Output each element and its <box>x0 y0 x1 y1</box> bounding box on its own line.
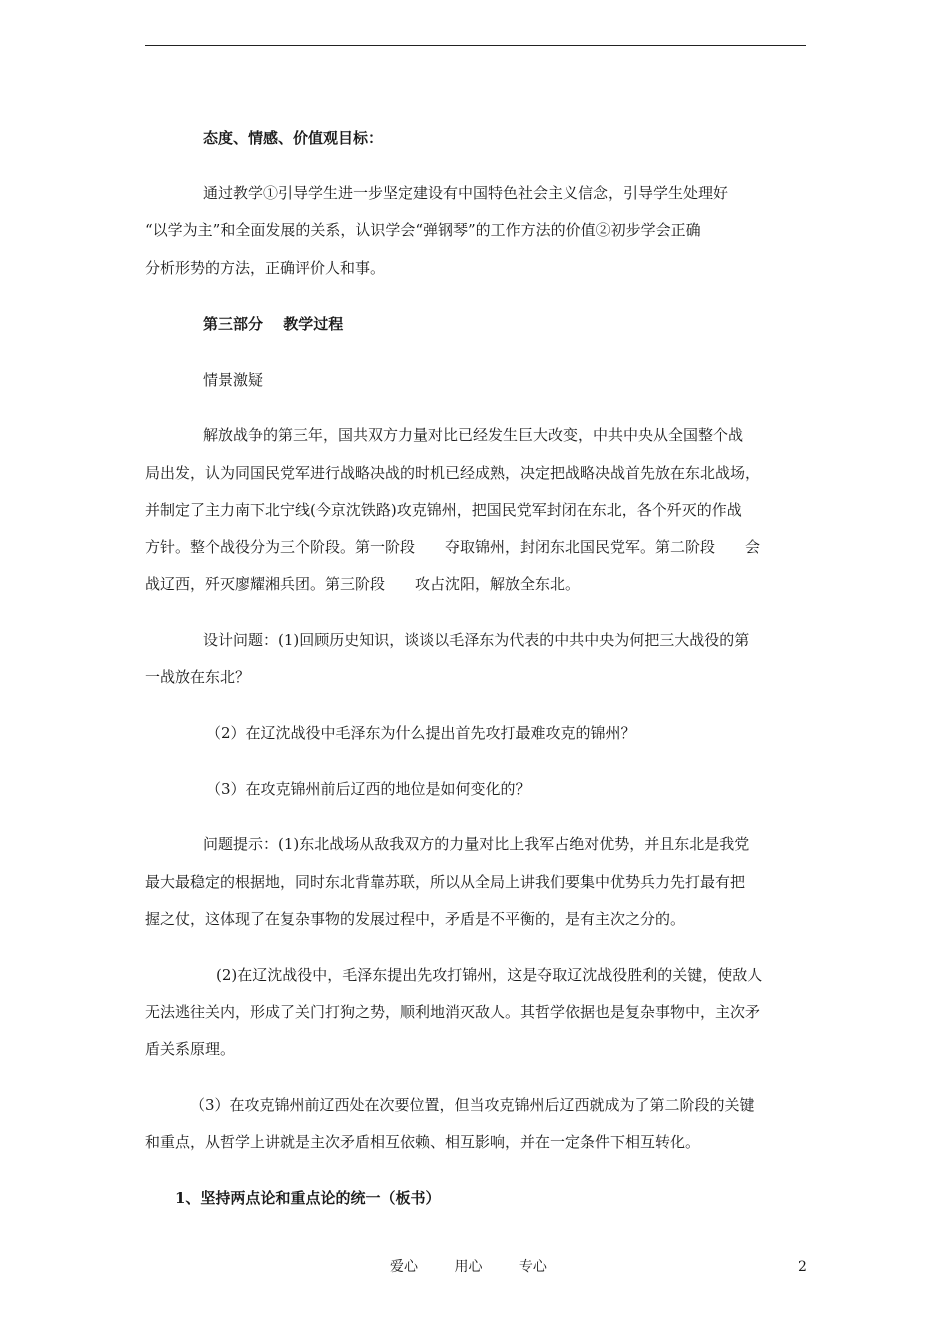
question-line: （3）在攻克锦州前后辽西的地位是如何变化的？ <box>206 780 531 798</box>
footer-word: 用心 <box>454 1259 483 1275</box>
heading-attitude-goals: 态度、情感、价值观目标： <box>203 129 384 147</box>
paragraph-line: 方针。整个战役分为三个阶段。第一阶段 夺取锦州，封闭东北国民党军。第二阶段 会 <box>145 538 761 556</box>
paragraph-line: 分析形势的方法，正确评价人和事。 <box>145 259 386 277</box>
hint-line: 无法逃往关内，形成了关门打狗之势，顺利地消灭敌人。其哲学依据也是复杂事物中，主次矛 <box>145 1003 761 1021</box>
hint-line: 和重点，从哲学上讲就是主次矛盾相互依赖、相互影响，并在一定条件下相互转化。 <box>145 1133 701 1151</box>
footer-word: 爱心 <box>390 1259 418 1275</box>
page-number: 2 <box>798 1259 807 1275</box>
hint-line: 问题提示：(1)东北战场从敌我双方的力量对比上我军占绝对优势，并且东北是我党 <box>203 835 750 853</box>
heading-part-three: 第三部分 教学过程 <box>203 315 344 333</box>
paragraph-line: 通过教学①引导学生进一步坚定建设有中国特色社会主义信念，引导学生处理好 <box>203 184 729 202</box>
hint-line: （3）在攻克锦州前辽西处在次要位置，但当攻克锦州后辽西就成为了第二阶段的关键 <box>190 1096 755 1114</box>
paragraph-line: “以学为主”和全面发展的关系，认识学会“弹钢琴”的工作方法的价值②初步学会正确 <box>145 221 701 239</box>
subheading-scenario: 情景激疑 <box>203 371 264 389</box>
paragraph-line: 并制定了主力南下北宁线(今京沈铁路)攻克锦州，把国民党军封闭在东北，各个歼灭的作战 <box>145 501 742 519</box>
hint-line: (2)在辽沈战役中，毛泽东提出先攻打锦州，这是夺取辽沈战役胜利的关键，使敌人 <box>216 966 763 984</box>
hint-line: 最大最稳定的根据地，同时东北背靠苏联，所以从全局上讲我们要集中优势兵力先打最有把 <box>145 873 746 891</box>
question-line: 一战放在东北？ <box>145 668 251 686</box>
header-rule <box>145 45 806 46</box>
footer-word: 专心 <box>518 1259 547 1275</box>
question-line: 设计问题：(1)回顾历史知识，谈谈以毛泽东为代表的中共中央为何把三大战役的第 <box>203 631 750 649</box>
hint-line: 盾关系原理。 <box>145 1040 236 1058</box>
paragraph-line: 局出发，认为同国民党军进行战略决战的时机已经成熟，决定把战略决战首先放在东北战场， <box>145 464 761 482</box>
footer-motto <box>390 1257 579 1277</box>
hint-line: 握之仗，这体现了在复杂事物的发展过程中，矛盾是不平衡的，是有主次之分的。 <box>145 910 686 928</box>
paragraph-line: 解放战争的第三年，国共双方力量对比已经发生巨大改变，中共中央从全国整个战 <box>203 426 744 444</box>
paragraph-line: 战辽西，歼灭廖耀湘兵团。第三阶段 攻占沈阳，解放全东北。 <box>145 575 581 593</box>
heading-point-one: 1、坚持两点论和重点论的统一（板书） <box>175 1189 441 1207</box>
question-line: （2）在辽沈战役中毛泽东为什么提出首先攻打最难攻克的锦州？ <box>206 724 636 742</box>
